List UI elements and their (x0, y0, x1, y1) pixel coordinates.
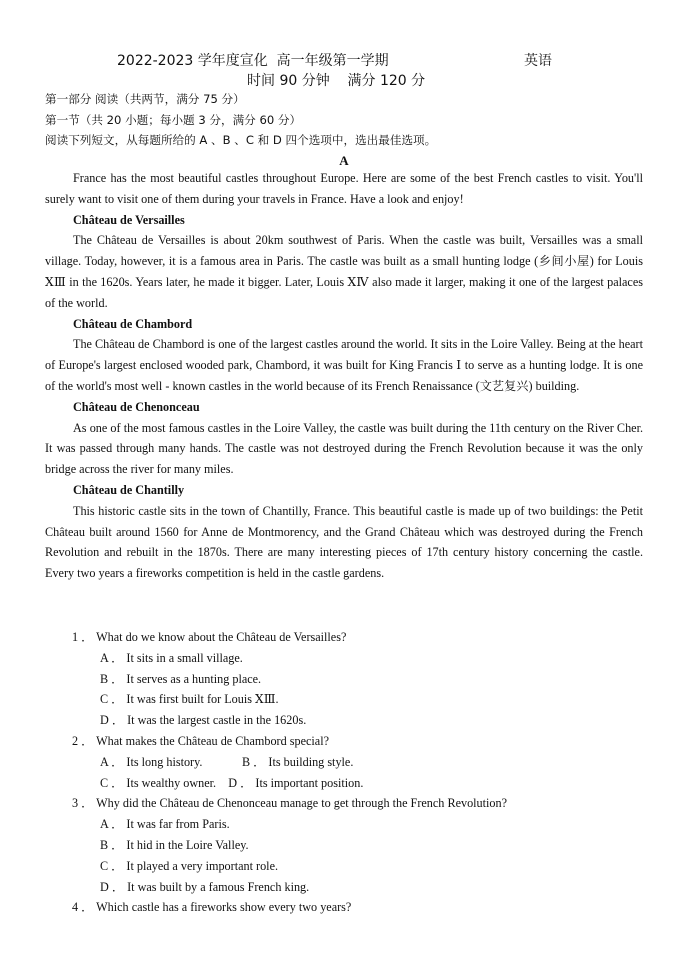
answer-option[interactable]: A ． It sits in a small village. (100, 650, 243, 665)
castle-heading: Château de Chambord (73, 316, 193, 331)
question-stem: 2 ． What makes the Château de Chambord special? (72, 733, 329, 748)
castle-heading: Château de Versailles (73, 212, 185, 227)
castle-paragraph: The Château de Versailles is about 20km southwest of Paris. When the castle was built, Versailles was a small village. Today, however, it is a famous area in Paris. The castle was built as a small hunting lodge (乡间小屋) for Louis ⅩⅢ in the 1620s. Years later, he made it bigger. Later, Louis ⅩⅣ also made it larger, making it one of the largest palaces of the world. (45, 233, 643, 310)
passage-label: A (339, 153, 349, 168)
castle-heading: Château de Chantilly (73, 482, 185, 497)
exam-title: 2022-2023 学年度宣化 高一年级第一学期 (117, 53, 389, 69)
castle-paragraph: This historic castle sits in the town of Chantilly, France. This beautiful castle is made up of two buildings: the Petit Château built around 1560 for Anne de Montmorency, and the Grand Château which was destroyed during the French Revolution and rebuilt in the 1870s. There are many interesting pieces of 17th century history concerning the castle. Every two years a fireworks competition is held in the castle gardens. (45, 503, 643, 581)
answer-option[interactable]: C ． It played a very important role. (100, 858, 279, 873)
answer-option-row (72, 752, 507, 773)
castle-paragraph: As one of the most famous castles in the Loire Valley, the castle was built during the 11th century on the River Cher. It was passed through many hands. The castle was not destroyed during the French Revolution because it was the only bridge across the river for many miles. (45, 420, 643, 477)
directions: 阅读下列短文，从每题所给的 A 、B 、C 和 D 四个选项中，选出最佳选项。 (45, 133, 437, 147)
exam-time-score: 时间 90 分钟 满分 120 分 (247, 73, 426, 89)
answer-option[interactable]: D ． Its important position. (228, 775, 364, 790)
answer-option-row (72, 773, 507, 794)
answer-option[interactable]: C ． Its wealthy owner. (100, 775, 217, 790)
passage-body (45, 168, 643, 584)
question-stem: 1 ． What do we know about the Château de Versailles? (72, 630, 347, 644)
answer-option[interactable]: B ． It serves as a hunting place. (100, 671, 262, 686)
subject-label: 英语 (524, 53, 552, 69)
answer-option[interactable]: B ． It hid in the Loire Valley. (100, 837, 249, 852)
castle-paragraph: The Château de Chambord is one of the largest castles around the world. It sits in the Loire Valley. Being at the heart of Europe's largest enclosed wooded park, Chambord, it was built for King Francis Ⅰ to serve as a hunting lodge. It is one of the world's most well - known castles in the world because of its French Renaissance (文艺复兴) building. (45, 337, 643, 393)
section-heading: 第一节（共 20 小题；每小题 3 分，满分 60 分） (45, 113, 302, 127)
answer-option[interactable]: A ． It was far from Paris. (100, 817, 230, 832)
question-list (72, 627, 507, 918)
answer-option[interactable]: A ． Its long history. (100, 754, 203, 769)
castle-heading: Château de Chenonceau (73, 399, 200, 414)
part-heading: 第一部分 阅读（共两节，满分 75 分） (45, 92, 245, 106)
answer-option[interactable]: B ． Its building style. (242, 754, 354, 769)
passage-intro: France has the most beautiful castles throughout Europe. Here are some of the best French castles to visit. You'll surely want to visit one of them during your travels in France. Have a look and enjoy! (45, 171, 643, 206)
answer-option[interactable]: C ． It was first built for Louis ⅩⅢ. (100, 692, 279, 707)
question-stem: 4 ． Which castle has a fireworks show every two years? (72, 900, 352, 915)
answer-option[interactable]: D ． It was built by a famous French king. (100, 879, 310, 894)
answer-option[interactable]: D ． It was the largest castle in the 1620s. (100, 713, 307, 728)
question-stem: 3 ． Why did the Château de Chenonceau manage to get through the French Revolution? (72, 796, 508, 811)
